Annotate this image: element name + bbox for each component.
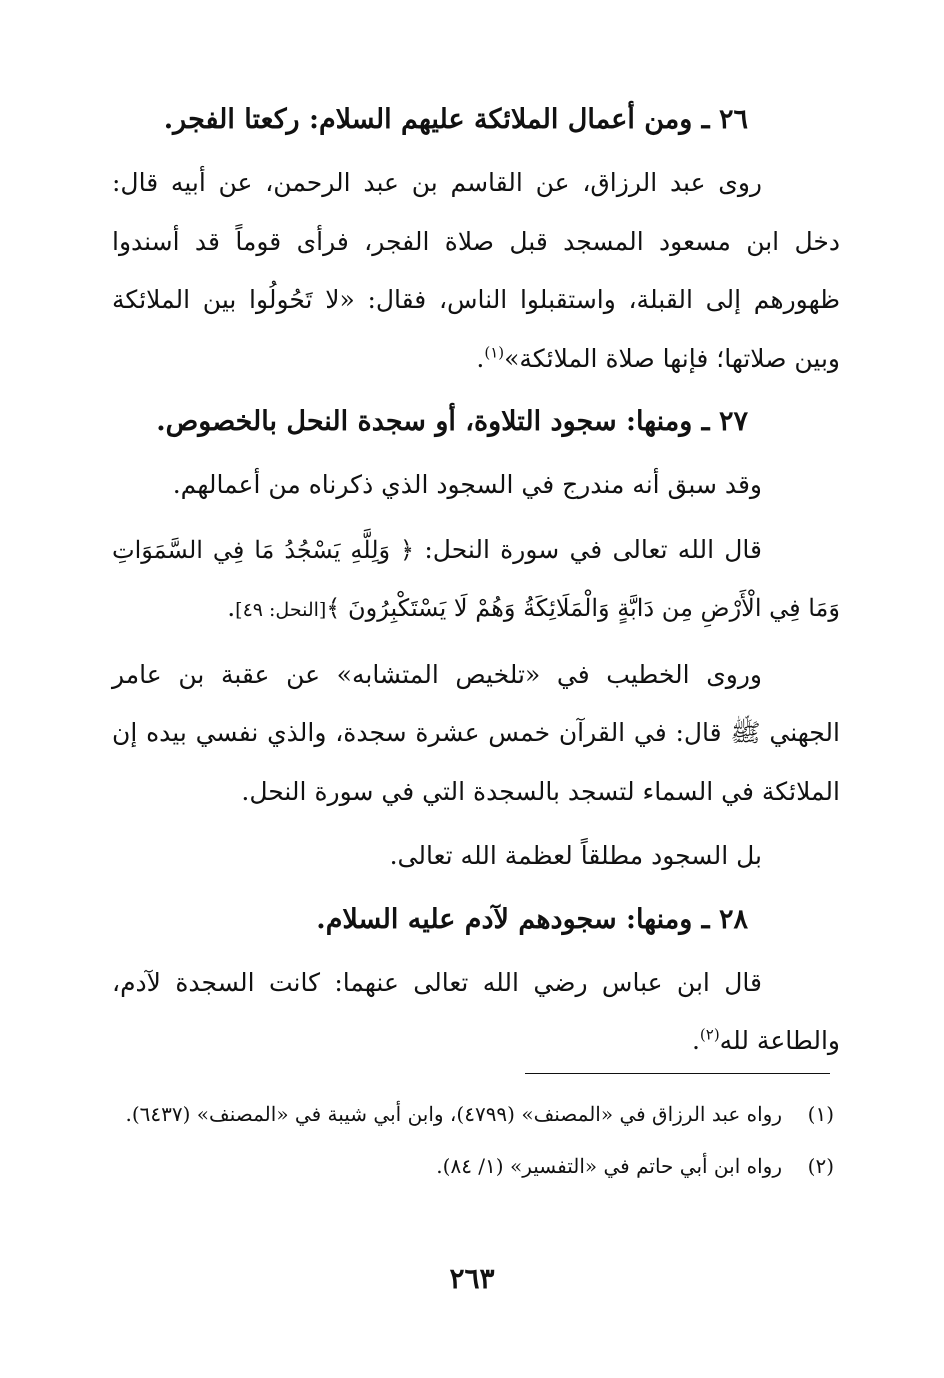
paragraph-text: قال ابن عباس رضي الله تعالى عنهما: كانت السجدة لآدم، والطاعة لله <box>112 967 840 1055</box>
paragraph-text: روى عبد الرزاق، عن القاسم بن عبد الرحمن، عن أبيه قال: دخل ابن مسعود المسجد قبل صلاة الفجر، فرأى قوماً قد أسندوا ظهورهم إلى القبلة، واستقبلوا الناس، فقال: «لا تَحُولُوا بين الملائكة وبين صلاتها؛ فإنها صلاة الملائكة» <box>112 168 840 373</box>
verse-reference: [النحل: ٤٩] <box>235 599 327 621</box>
footnote-number: (١) <box>807 1102 834 1126</box>
page-number: ٢٦٣ <box>449 1262 495 1295</box>
paragraph-khatib-narration: وروى الخطيب في «تلخيص المتشابه» عن عقبة بن عامر الجهني ﷺ قال: في القرآن خمس عشرة سجدة، والذي نفسي بيده إن الملائكة في السماء لتسجد بالسجدة التي في سورة النحل. <box>112 659 840 806</box>
paragraph-included-in-sujud: وقد سبق أنه مندرج في السجود الذي ذكرناه من أعمالهم. <box>172 470 762 499</box>
footnotes <box>112 1090 840 1194</box>
section-heading-27: ٢٧ ـ ومنها: سجود التلاوة، أو سجدة النحل بالخصوص. <box>156 406 748 437</box>
quran-verse-text: ﴿ وَلِلَّهِ يَسْجُدُ مَا فِي السَّمَوَاتِ وَمَا فِي الْأَرْضِ مِن دَابَّةٍ وَالْمَلَائِكَةُ وَهُمْ لَا يَسْتَكْبِرُونَ ﴾ <box>112 535 840 622</box>
paragraph-text: قال الله تعالى في سورة النحل: <box>424 534 762 564</box>
footnote-text: رواه ابن أبي حاتم في «التفسير» (١/ ٨٤). <box>436 1154 782 1178</box>
paragraph-tail: . <box>691 1026 700 1055</box>
footnote-separator <box>525 1073 830 1074</box>
footnote-item <box>112 1090 840 1138</box>
paragraph-fajr-narration <box>112 154 840 388</box>
footnote-mark-2[interactable]: (٢) <box>699 1025 720 1044</box>
footnote-mark-1[interactable]: (١) <box>484 343 505 362</box>
section-heading-26: ٢٦ ـ ومن أعمال الملائكة عليهم السلام: ركعتا الفجر. <box>163 104 748 135</box>
paragraph-sujud-general: بل السجود مطلقاً لعظمة الله تعالى. <box>389 841 762 870</box>
footnote-number: (٢) <box>807 1154 834 1178</box>
page-body <box>112 92 840 1077</box>
footnote-item <box>112 1142 840 1190</box>
footnote-text: رواه عبد الرزاق في «المصنف» (٤٧٩٩)، وابن أبي شيبة في «المصنف» (٦٤٣٧). <box>125 1102 782 1126</box>
paragraph-ibn-abbas <box>112 954 840 1071</box>
paragraph-tail: . <box>476 343 485 373</box>
paragraph-tail: . <box>227 593 236 622</box>
section-heading-28: ٢٨ ـ ومنها: سجودهم لآدم عليه السلام. <box>316 903 748 935</box>
paragraph-quran-verse <box>112 521 840 640</box>
